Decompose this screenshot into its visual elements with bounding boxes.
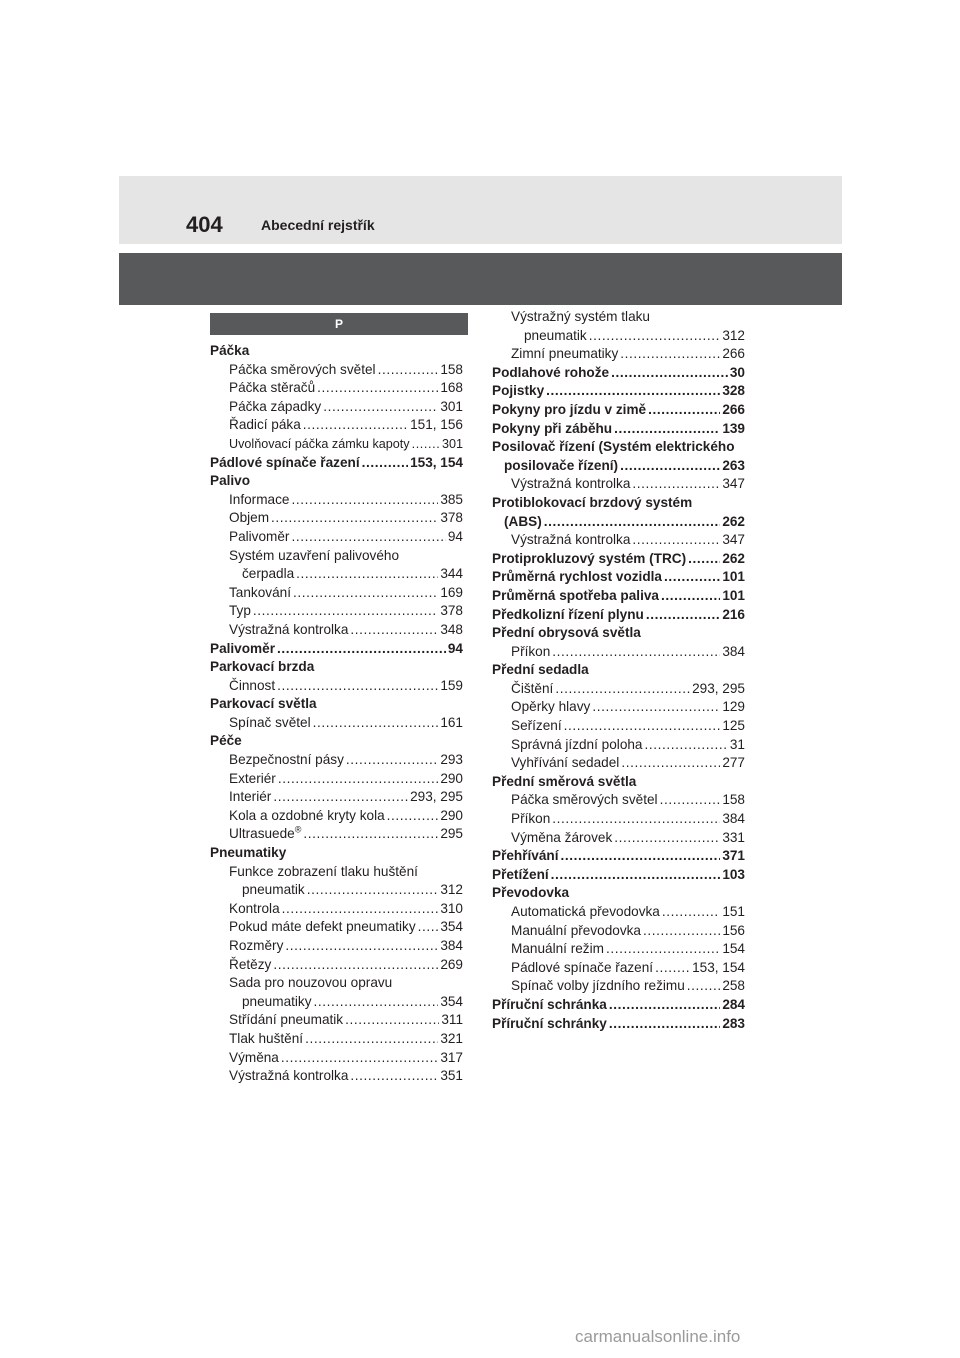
entry-page-ref[interactable]: 293, 295 <box>410 789 463 805</box>
dot-leader <box>271 509 438 528</box>
entry-label: Uvolňovací páčka zámku kapoty <box>229 436 410 451</box>
dot-leader <box>350 621 438 640</box>
dot-leader <box>660 791 721 810</box>
entry-page-ref[interactable]: 262 <box>722 550 745 566</box>
index-entry <box>492 829 745 848</box>
dot-leader <box>291 528 445 547</box>
dot-leader <box>611 364 728 383</box>
index-entry <box>210 937 463 956</box>
index-entry <box>492 959 745 978</box>
entry-page-ref[interactable]: 378 <box>440 603 463 619</box>
index-entry <box>210 863 463 882</box>
entry-label: Řadicí páka <box>229 417 301 433</box>
entry-label: Spínač světel <box>229 714 311 730</box>
entry-label: Páčka <box>210 343 250 358</box>
index-entry <box>210 807 463 826</box>
index-entry <box>492 847 745 866</box>
entry-page-ref[interactable]: 94 <box>447 640 463 656</box>
entry-page-ref[interactable]: 263 <box>722 457 745 473</box>
dot-leader <box>314 993 439 1012</box>
index-entry <box>492 996 745 1015</box>
section-title: Abecední rejstřík <box>261 217 375 233</box>
index-entry <box>210 1030 463 1049</box>
dot-leader <box>632 531 720 550</box>
entry-label: Palivo <box>210 473 251 489</box>
index-column-right <box>492 308 745 1033</box>
entry-page-ref[interactable]: 384 <box>722 643 745 659</box>
entry-label: Výstražná kontrolka <box>511 532 631 548</box>
index-entry <box>210 509 463 528</box>
entry-page-ref[interactable]: 258 <box>722 978 745 994</box>
index-entry <box>492 550 745 569</box>
index-entry <box>492 977 745 996</box>
entry-label: Převodovka <box>492 885 570 901</box>
index-entry <box>492 736 745 755</box>
index-entry <box>210 398 463 417</box>
entry-label: Příkon <box>511 643 551 659</box>
entry-page-ref[interactable]: 301 <box>440 398 463 414</box>
entry-label: Příruční schránky <box>492 1015 607 1031</box>
dot-leader <box>544 513 721 532</box>
entry-page-ref[interactable]: 384 <box>440 938 463 953</box>
index-heading <box>492 624 745 643</box>
dot-leader <box>662 903 720 922</box>
entry-label: pneumatik <box>242 882 305 898</box>
index-entry <box>210 416 463 435</box>
dot-leader <box>296 565 438 584</box>
entry-label: Přetížení <box>492 866 549 882</box>
entry-label: Péče <box>210 733 242 749</box>
dot-leader <box>645 736 728 755</box>
entry-page-ref[interactable]: 151, 156 <box>410 417 463 433</box>
entry-label: Tankování <box>229 584 291 600</box>
entry-page-ref[interactable]: 284 <box>722 996 745 1012</box>
entry-page-ref[interactable]: 153, 154 <box>692 959 745 975</box>
dot-leader <box>418 918 439 937</box>
entry-page-ref[interactable]: 125 <box>722 718 745 734</box>
entry-label: Vyhřívání sedadel <box>511 755 620 771</box>
entry-page-ref[interactable]: 216 <box>722 606 745 622</box>
entry-label: Průměrná spotřeba paliva <box>492 587 659 603</box>
entry-page-ref[interactable]: 129 <box>722 699 745 715</box>
entry-label: Posilovač řízení (Systém elektrického <box>492 439 735 455</box>
entry-label: Ultrasuede® <box>229 824 302 842</box>
dot-leader <box>606 940 720 959</box>
index-entry <box>210 435 463 454</box>
index-entry <box>210 491 463 510</box>
entry-label: Přehřívání <box>492 848 559 864</box>
index-entry <box>492 420 745 439</box>
entry-page-ref[interactable]: 378 <box>440 510 463 526</box>
entry-label: Kontrola <box>229 900 280 916</box>
entry-label: Parkovací brzda <box>210 659 315 675</box>
dot-leader <box>350 1067 438 1086</box>
entry-page-ref[interactable]: 266 <box>722 401 745 417</box>
entry-page-ref[interactable]: 30 <box>729 364 745 380</box>
index-heading <box>492 438 745 457</box>
index-heading <box>492 494 745 513</box>
index-entry <box>492 940 745 959</box>
index-entry <box>210 993 463 1012</box>
index-heading <box>210 844 463 863</box>
entry-page-ref[interactable]: 101 <box>722 587 745 603</box>
dot-leader <box>303 825 438 844</box>
entry-label: Interiér <box>229 789 272 805</box>
index-entry <box>492 382 745 401</box>
entry-label: Páčka západky <box>229 398 322 414</box>
entry-label: Pojistky <box>492 383 545 399</box>
entry-label: Předkolizní řízení plynu <box>492 606 644 622</box>
entry-page-ref[interactable]: 156 <box>722 922 745 938</box>
entry-label: Čištění <box>511 680 554 696</box>
entry-label: Páčka stěračů <box>229 380 316 396</box>
header-dark-band <box>119 253 842 305</box>
index-entry <box>492 698 745 717</box>
entry-label: pneumatiky <box>242 993 312 1009</box>
entry-label: Kola a ozdobné kryty kola <box>229 807 385 823</box>
entry-label: Příruční schránka <box>492 996 607 1012</box>
entry-label: Bezpečnostní pásy <box>229 752 344 768</box>
entry-label: (ABS) <box>504 513 542 529</box>
entry-label: Rozměry <box>229 938 284 953</box>
entry-label: Typ <box>229 603 251 619</box>
entry-page-ref[interactable]: 311 <box>441 1012 463 1028</box>
entry-label: Přední směrová světla <box>492 773 637 789</box>
dot-leader <box>281 1049 438 1068</box>
entry-page-ref[interactable]: 347 <box>722 532 745 548</box>
dot-leader <box>614 420 720 439</box>
dot-leader <box>661 587 720 606</box>
dot-leader <box>346 751 438 770</box>
index-entry <box>210 881 463 900</box>
entry-page-ref[interactable]: 317 <box>440 1049 463 1065</box>
index-heading <box>492 884 745 903</box>
index-entry <box>210 825 463 844</box>
entry-label: Výstražný systém tlaku <box>511 309 650 324</box>
index-entry <box>210 974 463 993</box>
dot-leader <box>632 475 720 494</box>
index-entry <box>210 547 463 566</box>
header-band <box>119 176 842 244</box>
index-entry <box>492 754 745 773</box>
entry-page-ref[interactable]: 153, 154 <box>410 454 463 470</box>
entry-label: Exteriér <box>229 770 276 786</box>
index-entry <box>492 643 745 662</box>
dot-leader <box>313 714 439 733</box>
index-entry <box>492 457 745 476</box>
index-entry <box>492 513 745 532</box>
entry-page-ref[interactable]: 295 <box>440 826 463 842</box>
entry-page-ref[interactable]: 328 <box>722 383 745 399</box>
index-entry <box>210 379 463 398</box>
entry-label: Pneumatiky <box>210 845 287 861</box>
dot-leader <box>688 550 720 569</box>
dot-leader <box>412 435 440 454</box>
entry-page-ref[interactable]: 371 <box>722 848 745 864</box>
entry-label: Opěrky hlavy <box>511 699 591 715</box>
index-entry <box>210 602 463 621</box>
entry-label: Manuální režim <box>511 941 604 957</box>
entry-page-ref[interactable]: 154 <box>722 941 745 957</box>
entry-label: posilovače řízení) <box>504 457 619 473</box>
entry-label: Řetězy <box>229 956 272 972</box>
index-entry <box>210 788 463 807</box>
dot-leader <box>551 866 721 885</box>
dot-leader <box>546 382 720 401</box>
index-entry <box>210 956 463 975</box>
entry-page-ref[interactable]: 283 <box>722 1015 745 1031</box>
entry-page-ref[interactable]: 103 <box>722 866 745 882</box>
dot-leader <box>378 361 439 380</box>
index-entry <box>210 900 463 919</box>
entry-page-ref[interactable]: 262 <box>722 513 745 529</box>
entry-page-ref[interactable]: 266 <box>722 346 745 362</box>
entry-label: Páčka směrových světel <box>229 361 376 377</box>
entry-label: čerpadla <box>242 566 295 582</box>
index-entry <box>492 531 745 550</box>
dot-leader <box>643 922 720 941</box>
index-entry <box>210 454 463 473</box>
dot-leader <box>273 956 438 975</box>
entry-label: Parkovací světla <box>210 696 317 712</box>
entry-label: Objem <box>229 510 270 526</box>
index-entry <box>492 922 745 941</box>
entry-label: Pokyny při záběhu <box>492 420 613 436</box>
dot-leader <box>362 454 408 473</box>
entry-label: Informace <box>229 491 290 507</box>
entry-page-ref[interactable]: 331 <box>722 829 745 845</box>
dot-leader <box>620 345 720 364</box>
entry-page-ref[interactable]: 385 <box>440 491 463 507</box>
entry-label: Výstražná kontrolka <box>511 476 631 492</box>
entry-page-ref[interactable]: 151 <box>722 904 745 919</box>
index-heading <box>210 695 463 714</box>
entry-page-ref[interactable]: 158 <box>722 792 745 808</box>
entry-label: Přední obrysová světla <box>492 625 641 641</box>
index-heading <box>210 472 463 491</box>
entry-page-ref[interactable]: 384 <box>722 811 745 827</box>
dot-leader <box>303 416 408 435</box>
index-entry <box>492 810 745 829</box>
entry-label: Pokyny pro jízdu v zimě <box>492 401 647 417</box>
entry-page-ref[interactable]: 159 <box>440 677 463 693</box>
index-entry <box>210 918 463 937</box>
index-entry <box>210 528 463 547</box>
dot-leader <box>589 327 721 346</box>
index-entry <box>492 475 745 494</box>
entry-page-ref[interactable]: 94 <box>447 528 463 544</box>
entry-label: Výstražná kontrolka <box>229 621 349 637</box>
entry-label: Systém uzavření palivového <box>229 547 400 563</box>
entry-label: Seřízení <box>511 718 562 734</box>
dot-leader <box>307 881 439 900</box>
dot-leader <box>552 810 720 829</box>
entry-label: Činnost <box>229 677 276 693</box>
entry-label: Podlahové rohože <box>492 364 610 380</box>
entry-page-ref[interactable]: 169 <box>440 584 463 600</box>
entry-label: Páčka směrových světel <box>511 792 658 808</box>
entry-page-ref[interactable]: 301 <box>441 436 463 451</box>
entry-label: Funkce zobrazení tlaku huštění <box>229 863 418 879</box>
entry-label: Střídání pneumatik <box>229 1012 344 1028</box>
dot-leader <box>317 379 438 398</box>
entry-label: Automatická převodovka <box>511 904 660 919</box>
dot-leader <box>253 602 438 621</box>
entry-label: Manuální převodovka <box>511 922 641 938</box>
index-entry <box>492 606 745 625</box>
dot-leader <box>282 900 439 919</box>
entry-label: Zimní pneumatiky <box>511 346 619 362</box>
entry-page-ref[interactable]: 344 <box>440 566 463 582</box>
entry-page-ref[interactable]: 101 <box>722 569 745 585</box>
entry-label: Pokud máte defekt pneumatiky <box>229 919 416 935</box>
index-entry <box>492 866 745 885</box>
page-number: 404 <box>186 212 223 237</box>
entry-label: pneumatik <box>524 327 587 343</box>
dot-leader <box>285 937 438 956</box>
entry-page-ref[interactable]: 168 <box>440 380 463 396</box>
index-entry <box>492 791 745 810</box>
dot-leader <box>614 829 720 848</box>
index-entry <box>210 1049 463 1068</box>
entry-page-ref[interactable]: 347 <box>722 476 745 492</box>
dot-leader <box>561 847 721 866</box>
entry-label: Výměna <box>229 1049 279 1065</box>
entry-label: Sada pro nouzovou opravu <box>229 975 393 991</box>
dot-leader <box>648 401 720 420</box>
index-entry <box>210 1067 463 1086</box>
dot-leader <box>620 457 720 476</box>
entry-label: Protiblokovací brzdový systém <box>492 494 693 510</box>
index-entry <box>210 1011 463 1030</box>
entry-page-ref[interactable]: 310 <box>440 900 463 916</box>
entry-label: Přední sedadla <box>492 662 589 678</box>
dot-leader <box>609 996 720 1015</box>
dot-leader <box>552 643 720 662</box>
entry-label: Spínač volby jízdního režimu <box>511 978 685 994</box>
index-entry <box>492 903 745 922</box>
dot-leader <box>387 807 439 826</box>
index-entry <box>492 327 745 346</box>
index-heading <box>210 658 463 677</box>
index-entry <box>210 640 463 659</box>
dot-leader <box>277 677 438 696</box>
index-letter-bar: P <box>210 313 468 335</box>
dot-leader <box>273 788 408 807</box>
index-entry <box>492 587 745 606</box>
entry-label: Tlak huštění <box>229 1030 304 1046</box>
index-entry <box>210 361 463 380</box>
index-entry <box>210 677 463 696</box>
entry-label: Palivoměr <box>229 528 290 544</box>
dot-leader <box>278 770 438 789</box>
index-entry <box>492 364 745 383</box>
dot-leader <box>621 754 720 773</box>
dot-leader <box>687 977 721 996</box>
index-entry <box>492 345 745 364</box>
index-heading <box>492 773 745 792</box>
index-entry <box>210 770 463 789</box>
index-entry <box>492 1015 745 1034</box>
dot-leader <box>664 568 720 587</box>
dot-leader <box>277 640 446 659</box>
index-entry <box>210 751 463 770</box>
index-entry <box>492 717 745 736</box>
index-entry <box>210 565 463 584</box>
dot-leader <box>305 1030 438 1049</box>
index-entry <box>492 568 745 587</box>
dot-leader <box>345 1011 439 1030</box>
dot-leader <box>609 1015 720 1034</box>
dot-leader <box>291 491 438 510</box>
entry-page-ref[interactable]: 277 <box>722 755 745 771</box>
watermark: carmanualsonline.info <box>575 1327 741 1346</box>
entry-page-ref[interactable]: 354 <box>440 993 463 1009</box>
dot-leader <box>323 398 438 417</box>
entry-label: Příkon <box>511 811 551 827</box>
entry-page-ref[interactable]: 351 <box>440 1068 463 1084</box>
entry-label: Výstražná kontrolka <box>229 1068 349 1084</box>
dot-leader <box>655 959 690 978</box>
entry-page-ref[interactable]: 293, 295 <box>692 680 745 696</box>
entry-label: Výměna žárovek <box>511 829 613 845</box>
entry-page-ref[interactable]: 269 <box>440 956 463 972</box>
entry-page-ref[interactable]: 158 <box>440 361 463 377</box>
entry-label: Průměrná rychlost vozidla <box>492 569 662 585</box>
entry-page-ref[interactable]: 293 <box>440 752 463 768</box>
entry-page-ref[interactable]: 290 <box>440 770 463 786</box>
index-heading <box>210 732 463 751</box>
entry-page-ref[interactable]: 348 <box>440 621 463 637</box>
index-entry <box>210 584 463 603</box>
entry-label: Protiprokluzový systém (TRC) <box>492 550 687 566</box>
entry-page-ref[interactable]: 321 <box>440 1030 463 1046</box>
entry-page-ref[interactable]: 312 <box>722 327 745 343</box>
entry-page-ref[interactable]: 139 <box>722 420 745 436</box>
index-entry <box>492 680 745 699</box>
dot-leader <box>592 698 720 717</box>
entry-label: Správná jízdní poloha <box>511 736 643 752</box>
entry-label: Pádlové spínače řazení <box>511 959 654 975</box>
dot-leader <box>293 584 438 603</box>
index-heading <box>492 661 745 680</box>
dot-leader <box>555 680 690 699</box>
entry-page-ref[interactable]: 31 <box>729 736 745 752</box>
registered-mark: ® <box>294 824 302 835</box>
dot-leader <box>646 606 720 625</box>
entry-page-ref[interactable]: 290 <box>440 807 463 823</box>
dot-leader <box>564 717 721 736</box>
index-column-left <box>210 342 463 1086</box>
entry-page-ref[interactable]: 161 <box>440 714 463 730</box>
index-entry <box>210 714 463 733</box>
entry-label: Pádlové spínače řazení <box>210 454 360 470</box>
entry-page-ref[interactable]: 312 <box>440 882 463 898</box>
index-entry <box>492 401 745 420</box>
index-entry <box>492 308 745 327</box>
index-heading <box>210 342 463 361</box>
entry-label: Palivoměr <box>210 640 275 656</box>
index-entry <box>210 621 463 640</box>
entry-page-ref[interactable]: 354 <box>440 919 463 935</box>
